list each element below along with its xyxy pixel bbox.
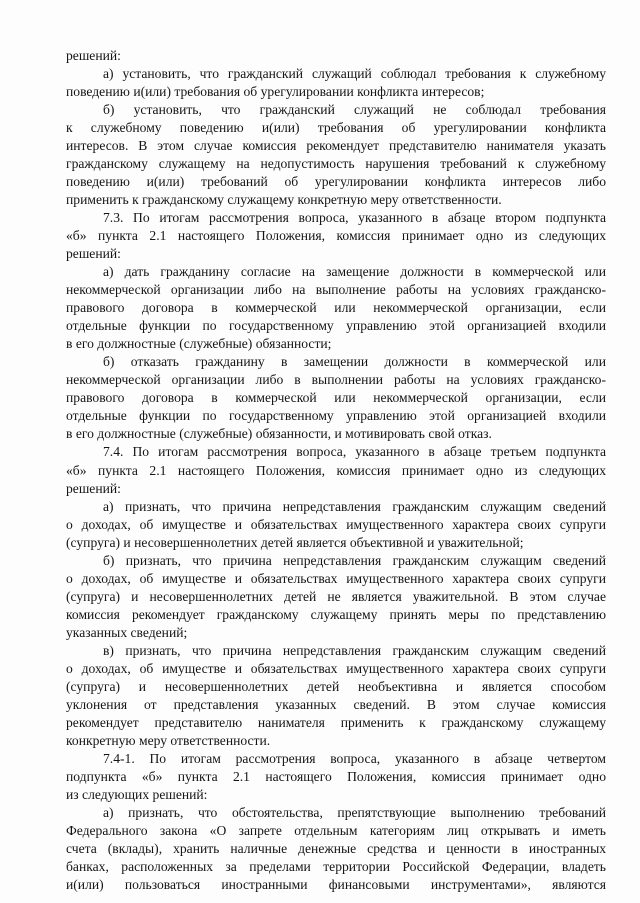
text-line: Федерального закона «О запрете отдельным категориям лиц открывать и иметь bbox=[66, 822, 606, 838]
text-line: (супруга) и несовершеннолетних детей является объективной и уважительной; bbox=[66, 534, 524, 550]
text-line: указанных сведений; bbox=[66, 624, 188, 640]
text-line: конкретную меру ответственности. bbox=[66, 732, 271, 748]
text-line: рекомендует представителю нанимателя применить к гражданскому служащему bbox=[66, 714, 606, 730]
text-line: (супруга) и несовершеннолетних детей необъективна и является способом bbox=[66, 678, 606, 694]
text-line: комиссия рекомендует гражданскому служащему принять меры по представлению bbox=[66, 606, 606, 622]
text-line: счета (вклады), хранить наличные денежные средства и ценности в иностранных bbox=[66, 840, 606, 856]
text-line: из следующих решений: bbox=[66, 786, 208, 802]
text-line: в его должностные (служебные) обязанности, и мотивировать свой отказ. bbox=[66, 426, 492, 442]
text-line: решений: bbox=[66, 480, 121, 496]
text-line: а) дать гражданину согласие на замещение должности в коммерческой или bbox=[103, 264, 606, 280]
text-line: а) признать, что причина непредставления гражданским служащим сведений bbox=[103, 498, 606, 514]
text-line: решений: bbox=[66, 246, 121, 262]
text-line: б) установить, что гражданский служащий не соблюдал требования bbox=[103, 102, 606, 118]
text-line: подпункта «б» пункта 2.1 настоящего Положения, комиссия принимает одно bbox=[66, 768, 606, 784]
text-line: 7.3. По итогам рассмотрения вопроса, указанного в абзаце втором подпункта bbox=[103, 210, 606, 226]
text-line: «б» пункта 2.1 настоящего Положения, комиссия принимает одно из следующих bbox=[66, 462, 606, 478]
text-line: правового договора в коммерческой или некоммерческой организации, если bbox=[66, 300, 606, 316]
text-line: 7.4. По итогам рассмотрения вопроса, указанного в абзаце третьем подпункта bbox=[103, 444, 606, 460]
text-line: поведению и(или) требований об урегулировании конфликта интересов либо bbox=[66, 174, 606, 190]
text-line: (супруга) и несовершеннолетних детей не является уважительной. В этом случае bbox=[66, 588, 606, 604]
text-line: 7.4-1. По итогам рассмотрения вопроса, указанного в абзаце четвертом bbox=[103, 750, 606, 766]
text-line: к служебному поведению и(или) требования об урегулировании конфликта bbox=[66, 120, 606, 136]
text-line: интересов. В этом случае комиссия рекомендует представителю нанимателя указать bbox=[66, 138, 606, 154]
text-line: б) отказать гражданину в замещении должности в коммерческой или bbox=[103, 354, 606, 370]
text-line: поведению и(или) требования об урегулировании конфликта интересов; bbox=[66, 84, 485, 100]
text-line: некоммерческой организации либо на выполнение работы на условиях гражданско- bbox=[66, 282, 606, 298]
text-line: отдельные функции по государственному управлению этой организацией входили bbox=[66, 408, 606, 424]
text-line: правового договора в коммерческой или некоммерческой организации, если bbox=[66, 390, 606, 406]
text-line: а) признать, что обстоятельства, препятствующие выполнению требований bbox=[103, 804, 606, 820]
text-line: уклонения от представления указанных сведений. В этом случае комиссия bbox=[66, 696, 606, 712]
text-line: некоммерческой организации либо в выполнении работы на условиях гражданско- bbox=[66, 372, 606, 388]
text-line: отдельные функции по государственному управлению этой организацией входили bbox=[66, 318, 606, 334]
text-line: банках, расположенных за пределами территории Российской Федерации, владеть bbox=[66, 858, 606, 874]
text-line: о доходах, об имуществе и обязательствах имущественного характера своих супруги bbox=[66, 570, 606, 586]
text-line: в его должностные (служебные) обязанности; bbox=[66, 336, 332, 352]
text-line: а) установить, что гражданский служащий соблюдал требования к служебному bbox=[103, 66, 606, 82]
text-line: в) признать, что причина непредставления гражданским служащим сведений bbox=[103, 642, 606, 658]
text-line: и(или) пользоваться иностранными финансовыми инструментами», являются bbox=[66, 877, 606, 892]
text-line: б) признать, что причина непредставления гражданским служащим сведений bbox=[103, 552, 606, 568]
text-line: о доходах, об имуществе и обязательствах имущественного характера своих супруги bbox=[66, 660, 606, 676]
text-line: гражданскому служащему на недопустимость нарушения требований к служебному bbox=[66, 156, 606, 172]
text-line: «б» пункта 2.1 настоящего Положения, комиссия принимает одно из следующих bbox=[66, 228, 606, 244]
text-line: решений: bbox=[66, 48, 121, 63]
text-line: применить к гражданскому служащему конкретную меру ответственности. bbox=[66, 192, 502, 208]
text-line: о доходах, об имуществе и обязательствах имущественного характера своих супруги bbox=[66, 516, 606, 532]
